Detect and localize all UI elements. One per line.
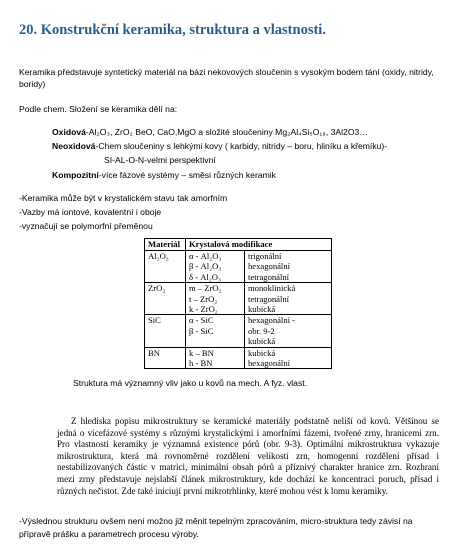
cell-line: obr. 9-2 <box>248 325 275 336</box>
table-cell-material: ZrO₂ <box>145 283 186 315</box>
cell-line: tetragonální <box>248 293 290 304</box>
microstructure-paragraph: Z hlediska popisu mikrostruktury se keramické materiály podstatně neliší od kovů. Většinou se jedná o vícefázové systémy s různými krystalickými i amorfními fázemi, tvořené zrny, hranicemi zrn. Pro vlastnosti keramiky je významná existence pórů (obr. 9-3). Optimální mikrostruktura vykazuje mikrostruktura, která má rovnoměrné rozdělení velikostí zrn, homogenní rozdělení přísad i nestabilizovaných částic v matrici, minimální obsah pórů a příznivý charakter hranice zrn. Rozhraní mezi zrny představuje nejslabší článek mikrostruktury, kde dochází ke koncentraci poruch, přísad i různých nečistot. Zde také iniciují první mikrotrhlinky, které mohou vést k lomu keramiky. <box>57 416 439 496</box>
table-cell-modifications <box>186 347 245 369</box>
table-cell-material: SiC <box>145 315 186 347</box>
category-text: -Al₂O₃, ZrO₂ BeO, CaO,MgO a složité sloučeniny Mg₂Al₄Si₅O₁₈, 3Al2O3… <box>85 127 368 137</box>
division-heading: Podle chem. Složení se keramika dělí na: <box>19 104 178 114</box>
category-nonoxide-continuation: SI-AL-O-N-velmi perspektivní <box>104 155 216 165</box>
category-name: Neoxidová <box>52 141 96 151</box>
cell-line: kubická <box>248 347 276 358</box>
table-cell-material: BN <box>145 347 186 369</box>
page-title: 20. Konstrukční keramika, struktura a vlastnosti. <box>19 22 326 38</box>
crystal-modification-table <box>144 238 332 369</box>
table-cell-modifications <box>186 315 245 347</box>
table-row <box>145 251 332 283</box>
cell-line: δ - Al₂O₃ <box>189 271 221 282</box>
category-nonoxide <box>52 141 387 152</box>
table-cell-structures <box>245 283 332 315</box>
table-header: Materiál <box>145 239 186 251</box>
cell-line: kubická <box>248 336 276 347</box>
table-cell-structures <box>245 315 332 347</box>
cell-line: hexagonální <box>248 358 290 369</box>
cell-line: trigonální <box>248 251 282 261</box>
category-name: Oxidová <box>52 127 86 137</box>
cell-line: hexagonální <box>248 261 290 272</box>
table-cell-modifications <box>186 283 245 315</box>
cell-line: β - Al₂O₃ <box>189 261 222 272</box>
category-composite <box>52 170 276 181</box>
cell-line: hexagonální - <box>248 315 296 326</box>
table-row <box>145 347 332 369</box>
property-item: -vyznačují se polymorfní přeměnou <box>19 221 153 231</box>
cell-line: kubická <box>248 304 276 315</box>
cell-line: k – BN <box>189 347 214 358</box>
cell-line: monoklinická <box>248 283 296 294</box>
table-caption: Struktura má významný vliv jako u kovů na mech. A fyz. vlast. <box>73 378 308 388</box>
category-oxide <box>52 127 368 138</box>
table-cell-modifications <box>186 251 245 283</box>
table-row <box>145 315 332 347</box>
table-row <box>145 283 332 315</box>
final-note: -Výslednou strukturu ovšem není možno již měnit tepelným zpracováním, micro-struktura tedy závisí na přípravě prášku a parametrech procesu výroby. <box>19 516 413 539</box>
category-text: -Chem sloučeniny s lehkými kovy ( karbidy, nitridy – boru, hliníku a křemíku)- <box>95 141 388 151</box>
cell-line: α - SiC <box>189 315 214 326</box>
table-header-row <box>145 239 332 251</box>
cell-line: t – ZrO₂ <box>189 293 218 304</box>
cell-line: k - ZrO₂ <box>189 304 218 315</box>
cell-line: m – ZrO₂ <box>189 283 222 294</box>
category-name: Kompozitní <box>52 170 99 180</box>
property-item: -Keramika může být v krystalickém stavu tak amorfním <box>19 193 228 203</box>
cell-line: h - BN <box>189 358 213 369</box>
cell-line: α - Al₂O₃ <box>189 251 222 261</box>
intro-text: Keramika představuje syntetický materiál na bázi nekovových sloučenin s vysokým bodem tání (oxidy, nitridy, boridy) <box>19 67 434 89</box>
table-cell-structures <box>245 251 332 283</box>
property-item: -Vazby má iontové, kovalentní i oboje <box>19 207 162 217</box>
table-cell-material: Al₂O₃ <box>145 251 186 283</box>
cell-line: tetragonální <box>248 271 290 282</box>
cell-line: β - SiC <box>189 325 214 336</box>
table-cell-structures <box>245 347 332 369</box>
category-text: -více fázové systémy – směsi různých keramik <box>98 170 276 180</box>
table-header: Krystalová modifikace <box>186 239 332 251</box>
